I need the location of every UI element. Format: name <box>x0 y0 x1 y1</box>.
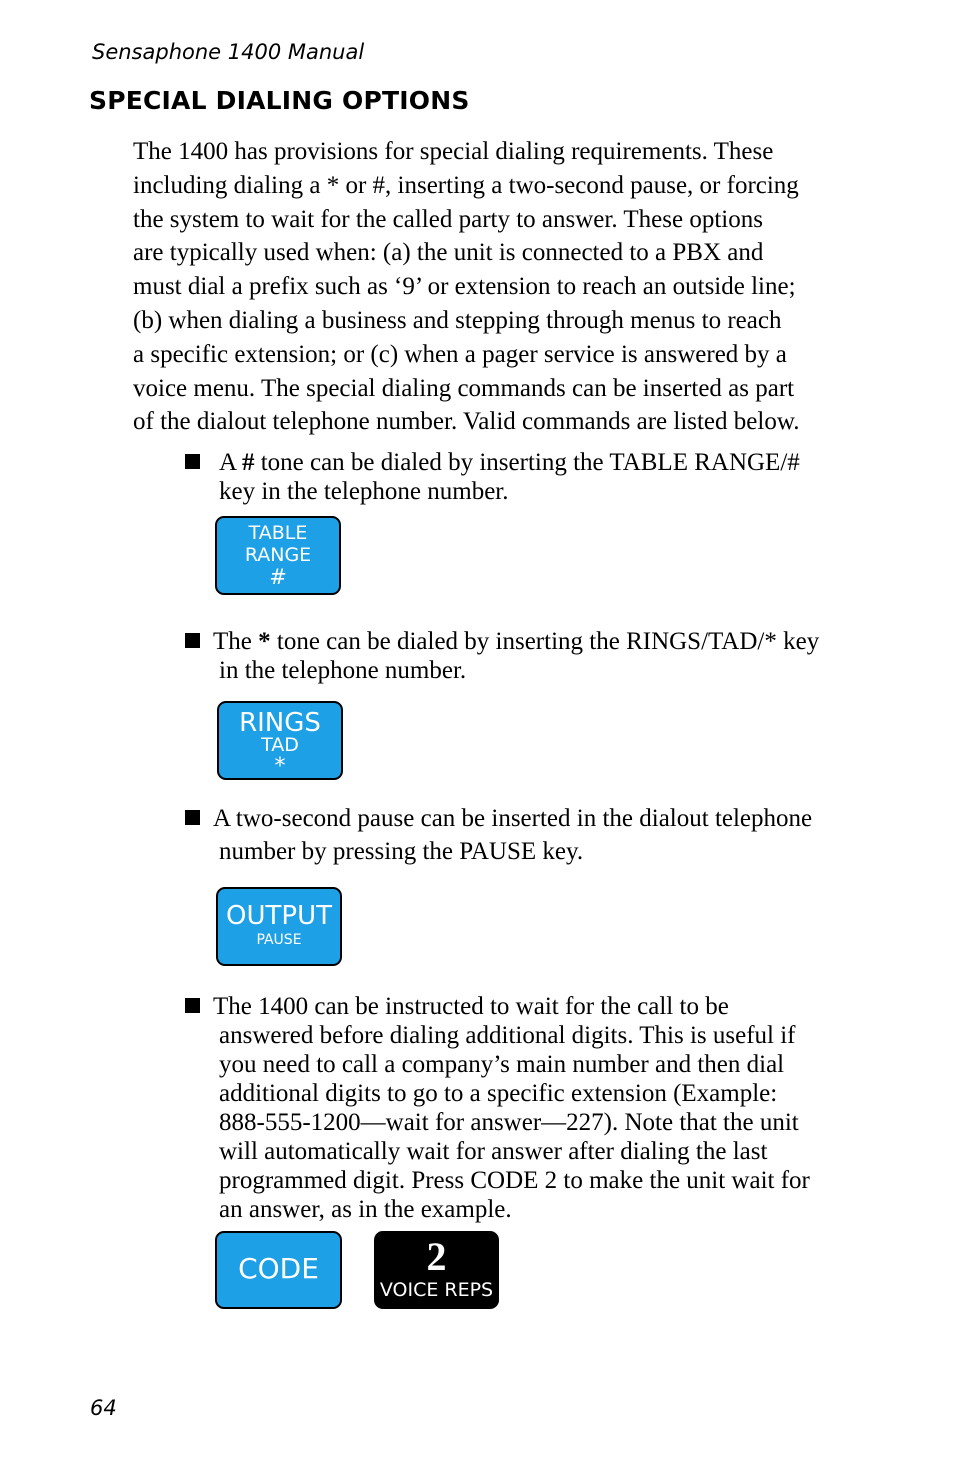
bullet-text: A two-second pause can be inserted in the dialout telephone <box>213 805 813 832</box>
key-label: TAD <box>261 734 299 756</box>
key-label: RANGE <box>244 544 312 566</box>
bullet-bold-symbol: # <box>241 449 255 476</box>
bullet-text: you need to call a company’s main number and then dial <box>219 1051 785 1078</box>
key-label: PAUSE <box>256 932 302 948</box>
page-number: 64 <box>90 1396 117 1420</box>
output-pause-key <box>216 887 342 966</box>
bullet-text <box>185 448 875 477</box>
key-label: OUTPUT <box>226 901 332 931</box>
intro-line: are typically used when: (a) the unit is connected to a PBX and <box>133 239 764 267</box>
bullet-bold-symbol: * <box>258 628 271 655</box>
intro-line: the system to wait for the called party to answer. These options <box>133 205 763 233</box>
bullet-hash-tone <box>185 448 875 506</box>
key-label: VOICE REPS <box>379 1279 494 1301</box>
bullet-square-icon <box>185 633 200 648</box>
key-label: * <box>274 754 286 779</box>
key-label: TABLE <box>248 522 308 544</box>
section-title: SPECIAL DIALING OPTIONS <box>89 86 470 115</box>
bullet-text: key in the telephone number. <box>219 478 509 505</box>
intro-line: must dial a prefix such as ‘9’ or extension to reach an outside line; <box>133 273 796 301</box>
intro-line: The 1400 has provisions for special dialing requirements. These <box>133 138 774 165</box>
running-header: Sensaphone 1400 Manual <box>92 40 365 64</box>
bullet-star-tone <box>185 627 875 685</box>
bullet-pause <box>185 804 875 866</box>
key-label: # <box>269 565 287 589</box>
bullet-text: programmed digit. Press CODE 2 to make the unit wait for <box>219 1167 810 1194</box>
bullet-text-part: A <box>219 449 242 476</box>
two-voice-reps-key <box>374 1231 499 1309</box>
bullet-square-icon <box>185 810 200 825</box>
bullet-text: 888-555-1200—wait for answer—227). Note that the unit <box>219 1109 799 1136</box>
bullet-text: number by pressing the PAUSE key. <box>219 838 584 865</box>
intro-line: (b) when dialing a business and stepping through menus to reach <box>133 306 782 334</box>
bullet-text-part: The <box>213 628 259 655</box>
bullet-text: will automatically wait for answer after dialing the last <box>219 1138 768 1165</box>
key-label: 2 <box>426 1234 447 1279</box>
bullet-text <box>185 627 875 656</box>
table-range-key <box>215 516 341 595</box>
key-label: RINGS <box>239 708 321 738</box>
intro-line: a specific extension; or (c) when a pager service is answered by a <box>133 340 787 368</box>
intro-line: voice menu. The special dialing commands can be inserted as part <box>133 374 795 402</box>
bullet-text: additional digits to go to a specific extension (Example: <box>219 1080 778 1107</box>
bullet-text: an answer, as in the example. <box>219 1196 512 1223</box>
bullet-text: The 1400 can be instructed to wait for the call to be <box>213 993 729 1020</box>
bullet-square-icon <box>185 454 200 469</box>
intro-line: including dialing a * or #, inserting a two-second pause, or forcing <box>133 171 799 199</box>
bullet-square-icon <box>185 998 200 1013</box>
bullet-text-part: tone can be dialed by inserting the TABLE RANGE/# <box>254 449 800 476</box>
key-label: CODE <box>238 1252 319 1285</box>
intro-line: of the dialout telephone number. Valid commands are listed below. <box>133 408 800 436</box>
code-key <box>215 1231 342 1309</box>
intro-paragraph <box>133 135 873 439</box>
bullet-text-part: tone can be dialed by inserting the RINGS/TAD/* key <box>270 628 820 655</box>
bullet-wait-for-answer <box>185 992 875 1224</box>
bullet-text: in the telephone number. <box>219 657 467 684</box>
rings-tad-key <box>217 701 343 780</box>
bullet-text: answered before dialing additional digits. This is useful if <box>219 1022 796 1049</box>
